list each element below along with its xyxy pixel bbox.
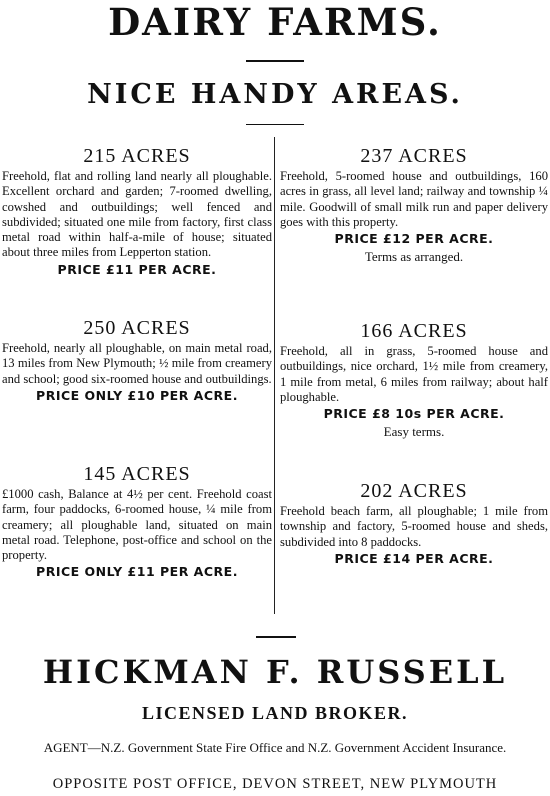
broker-name: HICKMAN F. RUSSELL	[42, 653, 508, 691]
listing-price: PRICE ONLY £11 PER ACRE.	[36, 564, 238, 580]
listing-acres: 166 ACRES	[360, 320, 468, 342]
listing-description: Freehold, nearly all ploughable, on main metal road, 13 miles from New Plymouth; ½ mile from creamery and school; good six-roomed house and outbuildings.	[2, 341, 272, 386]
listing-price: PRICE £14 PER ACRE.	[334, 550, 494, 566]
listing	[280, 318, 548, 478]
listing-price: PRICE ONLY £10 PER ACRE.	[36, 387, 238, 403]
listing-price: PRICE £8 10s PER ACRE.	[323, 406, 505, 422]
page-title: DAIRY FARMS.	[108, 0, 442, 44]
listing-description: Freehold, all in grass, 5-roomed house and outbuildings, nice orchard, 1½ mile from creamery, 1 mile from metal, 6 miles from railway; about half ploughable.	[280, 344, 548, 404]
footer-rule	[256, 636, 296, 638]
listing-terms: Terms as arranged.	[364, 249, 464, 265]
listing-acres: 215 ACRES	[83, 145, 191, 167]
listing-description: Freehold beach farm, all ploughable; 1 mile from township and factory, 5-roomed house and sheds, subdivided into 8 paddocks.	[280, 504, 548, 549]
subtitle-rule	[246, 124, 304, 125]
listing-acres: 250 ACRES	[83, 317, 191, 339]
listings-right-column	[280, 143, 548, 568]
listing-acres: 237 ACRES	[360, 145, 468, 167]
listing-acres: 202 ACRES	[360, 480, 468, 502]
listing-description: £1000 cash, Balance at 4½ per cent. Freehold coast farm, four paddocks, 6-roomed house, ¼ mile from creamery; all ploughable land, situated on main metal road. Telephone, post-office and school on the property.	[2, 487, 272, 563]
broker-role: LICENSED LAND BROKER.	[141, 703, 409, 723]
column-divider	[274, 137, 275, 614]
broker-address: OPPOSITE POST OFFICE, DEVON STREET, NEW PLYMOUTH	[52, 776, 498, 792]
listing	[2, 461, 272, 581]
listing-description: Freehold, 5-roomed house and outbuildings, 160 acres in grass, all level land; railway and township ¼ mile. Goodwill of small milk run and paper delivery goes with this property.	[280, 169, 548, 229]
listing	[2, 143, 272, 315]
agent-line: AGENT—N.Z. Government State Fire Office and N.Z. Government Accident Insurance.	[43, 740, 507, 755]
listing-acres: 145 ACRES	[83, 463, 191, 485]
listing	[2, 315, 272, 461]
listing	[280, 143, 548, 318]
listing-description: Freehold, flat and rolling land nearly all ploughable. Excellent orchard and garden; 7-roomed dwelling, cowshed and outbuildings; well fenced and subdivided; situated one mile from factory, first class metal road within half-a-mile of house; situated about three miles from Lepperton station.	[2, 169, 272, 260]
listing-price: PRICE £12 PER ACRE.	[334, 231, 494, 247]
listing-terms: Easy terms.	[383, 424, 445, 440]
listing	[280, 478, 548, 568]
title-rule	[246, 60, 304, 62]
page-subtitle: NICE HANDY AREAS.	[87, 79, 463, 110]
listing-price: PRICE £11 PER ACRE.	[57, 261, 217, 277]
listings-left-column	[2, 143, 272, 581]
